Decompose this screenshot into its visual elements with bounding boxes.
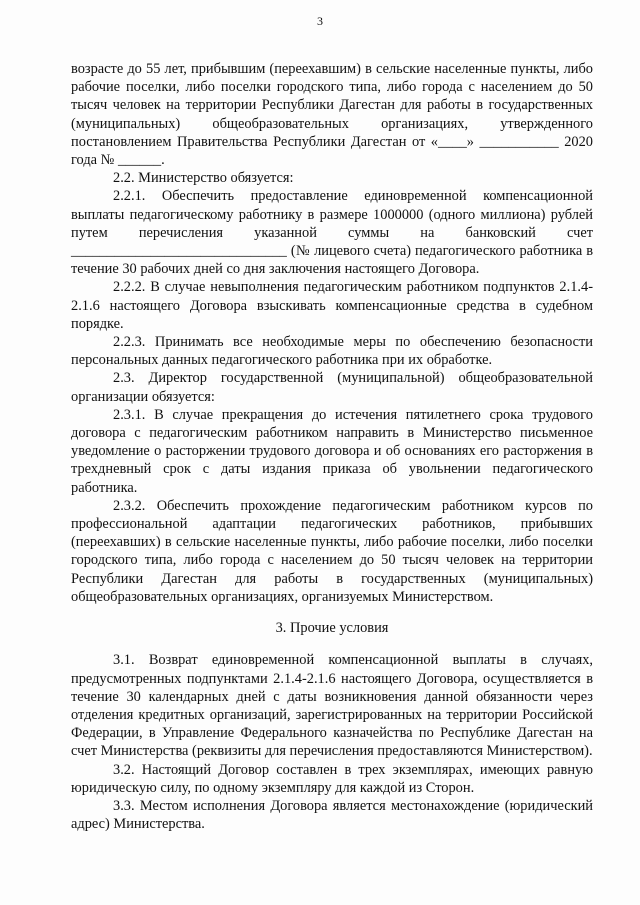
page-number: 3 [317,14,323,28]
paragraph-continuation: возрасте до 55 лет, прибывшим (переехавшим) в сельские населенные пункты, либо рабочие поселки, либо поселки городского типа, либо города с населением до 50 тысяч человек на территории Республики Дагестан для работы в государственных (муниципальных) общеобразовательных организациях, утвержденного постановлением Правительства Республики Дагестан от «____» ___________ 2020 года № ______. [71,61,593,169]
paragraph-2-3: 2.3. Директор государственной (муниципальной) общеобразовательной организации обязуется: [71,370,593,405]
paragraph-3-2: 3.2. Настоящий Договор составлен в трех экземплярах, имеющих равную юридическую силу, по одному экземпляру для каждой из Сторон. [71,761,593,796]
paragraph-2-3-1: 2.3.1. В случае прекращения до истечения пятилетнего срока трудового договора с педагогическим работником направить в Министерство письменное уведомление о расторжении трудового договора и об основаниях его расторжения в трехдневный срок с даты издания приказа об увольнении педагогического работника. [71,406,593,496]
paragraph-3-3: 3.3. Местом исполнения Договора является местонахождение (юридический адрес) Министерства. [71,797,593,833]
paragraph-2-2-3: 2.2.3. Принимать все необходимые меры по обеспечению безопасности персональных данных педагогического работника при их обработке. [71,334,593,369]
paragraph-2-2: 2.2. Министерство обязуется: [113,170,294,187]
paragraph-2-2-1: 2.2.1. Обеспечить предоставление единовременной компенсационной выплаты педагогическому работнику в размере 1000000 (одного миллиона) рублей путем перечисления указанной суммы на банковский счет ______________________________ (№ лицевого счета) педагогического работника в течение 30 рабочих дней со дня заключения настоящего Договора. [71,188,593,278]
paragraph-3-1: 3.1. Возврат единовременной компенсационной выплаты в случаях, предусмотренных подпунктами 2.1.4-2.1.6 настоящего Договора, осуществляется в течение 30 календарных дней с даты возникновения данной обязанности через отделения кредитных организаций, зарегистрированных на территории Российской Федерации, в Управление Федерального казначейства по Республике Дагестан на счет Министерства (реквизиты для перечисления предоставляются Министерством). [71,652,593,760]
paragraph-2-2-2: 2.2.2. В случае невыполнения педагогическим работником подпунктов 2.1.4-2.1.6 настоящего Договора взыскивать компенсационные средства в судебном порядке. [71,279,593,332]
section-heading-3: 3. Прочие условия [275,620,389,637]
paragraph-2-3-2: 2.3.2. Обеспечить прохождение педагогическим работником курсов по профессиональной адаптации педагогических работников, прибывших (переехавших) в сельские населенные пункты, либо рабочие поселки, либо поселки городского типа, либо города с населением до 50 тысяч человек на территории Республики Дагестан для работы в государственных (муниципальных) общеобразовательных организациях, организуемых Министерством. [71,497,593,605]
document-body [71,60,593,833]
